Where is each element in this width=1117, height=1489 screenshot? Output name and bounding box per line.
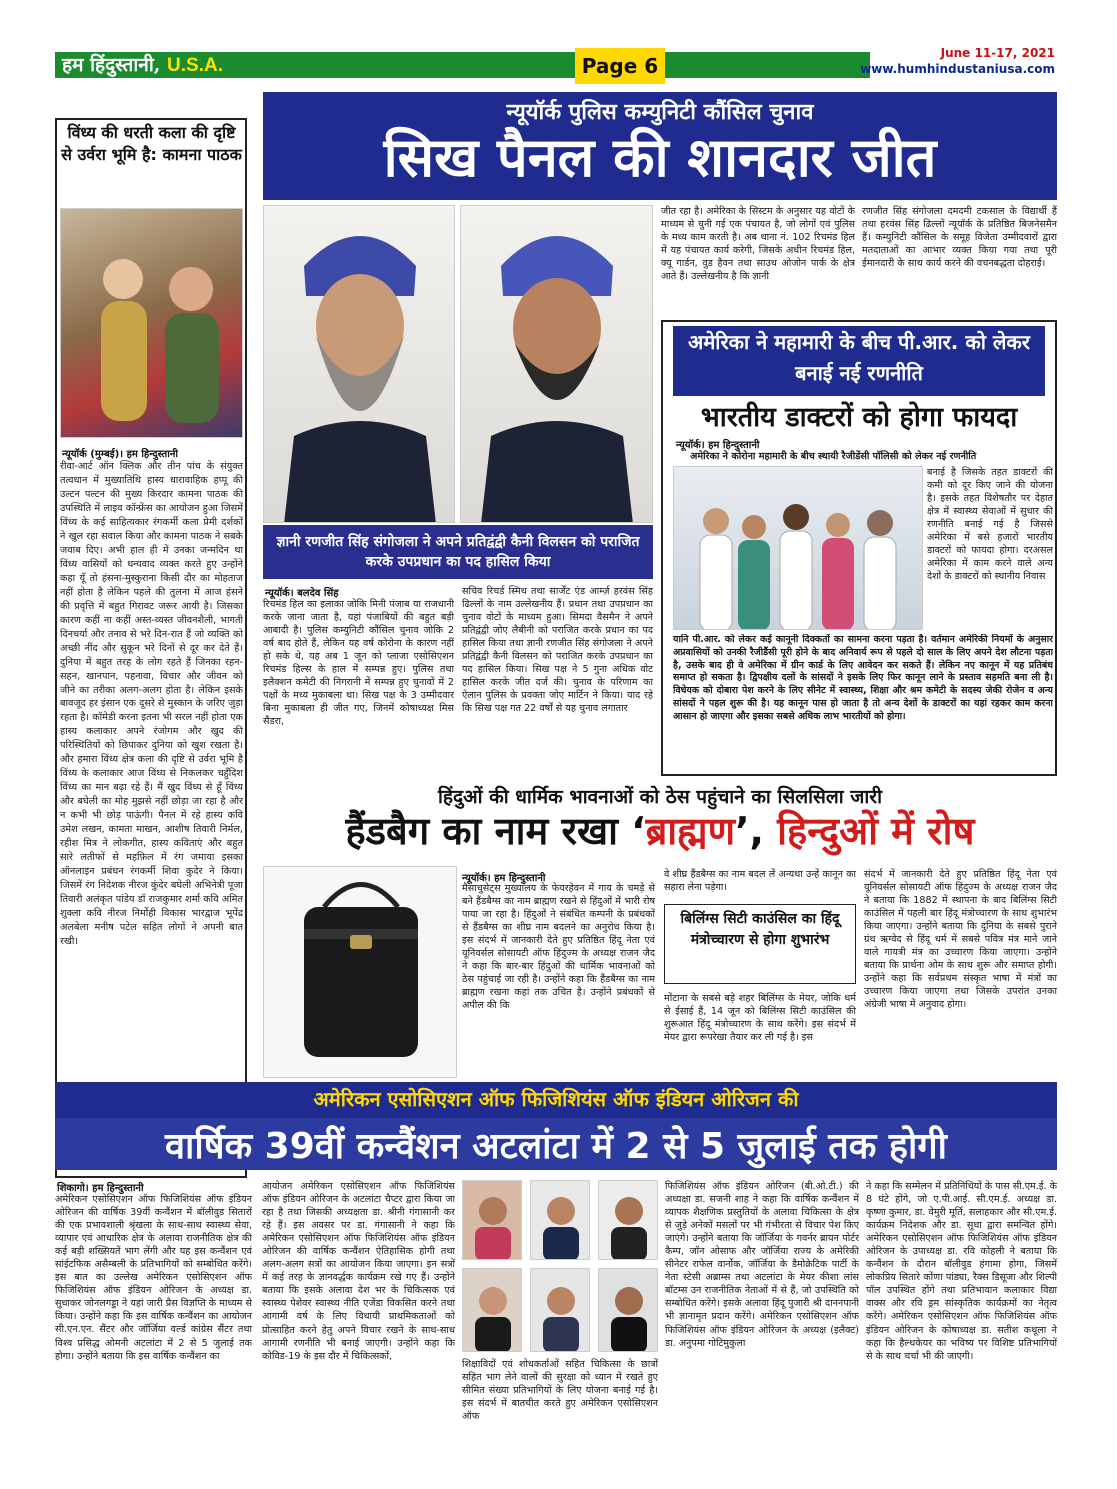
billings-box-head: बिलिंग्स सिटी काउंसिल का हिंदू मंत्रोच्चारण से होगा शुभारंभ <box>664 904 856 984</box>
aapi-photo-1 <box>462 1180 522 1260</box>
bag-col-1: मैसाचुसेट्स मुख्यालय के फेयरहेवन में गाय के चमड़े से बने हैंडबैग्स का नाम ब्राह्मण रखने से हिंदुओं में भारी रोष पाया जा रहा है। हिंदुओं ने संबंधित कम्पनी के प्रबंधकों से हैंडबैग्स का शीघ्र नाम बदलने का अनुरोध किया है। इस संदर्भ में जानकारी देते हुए प्रतिष्ठित हिंदू नेता एवं यूनिवर्सल सोसायटी ऑफ हिंदुज्म के अध्यक्ष राजन जैद ने कहा कि बार-बार हिंदुओं की धार्मिक भावनाओं को ठेस पहुंचाई जा रही है। उन्होंने कहा कि हैंडबैग्स का नाम ब्राह्मण रखना कहां तक उचित है। उन्होंने प्रबंधकों से अपील की कि <box>462 883 655 1012</box>
issue-date: June 11-17, 2021 <box>940 46 1055 60</box>
bag-headline: हैंडबैग का नाम रखा ‘ब्राह्मण’, हिन्दुओं में रोष <box>345 809 975 853</box>
aapi-photo-4 <box>462 1268 522 1352</box>
pr-body: यानि पी.आर. को लेकर कई कानूनी दिक्कतों का सामना करना पड़ता है। वर्तमान अमेरिकी नियमों के अनुसार अप्रवासियों को उनकी रैजीडैंसी पूरी होने के बाद अनिवार्य रूप से पहले दो साल के लिए अपने देश लौटना पड़ता है, उसके बाद ही वे अमेरिका में ग्रीन कार्ड के लिए आवेदन कर सकते हैं। लेकिन नए कानून में यह प्रतिबंध समाप्त हो सकता है। द्विपक्षीय दलों के सांसदों ने इसके लिए फिर कानून लाने के प्रस्ताव सहमति बना ली है। विधेयक को दोबारा पेश करने के लिए सीनेट में स्वास्थ्य, शिक्षा और श्रम कमेटी के सदस्य जेकी रोजेन व अन्य सांसदों ने पहल शुरू की है। यह कानून पास हो जाता है तो अन्य देशों के डाक्टरों का यहां रहकर काम करना आसान हो जाएगा और इसका सबसे अधिक लाभ भारतीयों को होगा। <box>673 634 1053 722</box>
masthead-title: हम हिंदुस्तानी, U.S.A. <box>62 54 223 76</box>
bag-col-2-top: वे शीघ्र हैंडबैग्स का नाम बदल लें अन्यथा उन्हें कानून का सहारा लेना पड़ेगा। <box>664 869 856 894</box>
side-photo <box>60 208 243 438</box>
bag-col-3: संदर्भ में जानकारी देते हुए प्रतिष्ठित हिंदू नेता एवं यूनिवर्सल सोसायटी ऑफ हिंदुज्म के अध्यक्ष राजन जैद ने बताया कि 1882 में स्थापना के बाद बिलिंग्स सिटी काउंसिल में पहली बार हिंदू मंत्रोच्चारण के साथ शुभारंभ किया जाएगा। उन्होंने बताया कि दुनिया के सबसे पुराने ग्रंथ ऋग्वेद से हिंदू धर्म में सबसे पवित्र मंत्र माने जाने वाले गायत्री मंत्र का उच्चारण किया जाएगा। उन्होंने बताया कि प्रार्थना ओम के साथ शुरू और समाप्त होगी। उन्होंने कहा कि सर्वप्रथम संस्कृत भाषा में मंत्रों का उच्चारण किया जाएगा तथा जिसके उपरांत उनका अंग्रेजी भाषा में अनुवाद होगा। <box>864 869 1057 1011</box>
aapi-kicker: अमेरिकन एसोसिएशन ऑफ फिजिशियंस ऑफ इंडियन ओरिजन की <box>313 1087 799 1111</box>
aapi-col-5: ने कहा कि सम्मेलन में प्रतिनिधियों के पास सी.एम.ई. के 8 घंटे होंगे, जो ए.पी.आई. सी.एम.ई. अध्यक्ष डा. कृष्णा कुमार, डा. वेमुरी मूर्ति, सलाहकार और सी.एम.ई. कार्यक्रम निदेशक और डा. सुधा द्वारा समन्वित होंगे। अमेरिकन एसोसिएशन ऑफ फिजिशियंस ऑफ इंडियन ओरिजन के उपाध्यक्ष डा. रवि कोहली ने बताया कि कन्वैंशन के दौरान बॉलीवुड हंगामा होगा, जिसमें लोकप्रिय सितारे कोंणा पांड्या, रैक्स डिसूजा और शिल्पी पॉल उपस्थित होंगे तथा प्रतिभावान कलाकार विद्या वाक्स और रवि ड्रम सांस्कृतिक कार्यक्रमों का नेतृत्व करेंगे। अमेरिकन एसोसिएशन ऑफ फिजिशियंस ऑफ इंडियन ओरिजन के कोषाध्यक्ष डा. सतीश कथूला ने कहा कि हैल्थकेयर का भविष्य पर विशिष्ट प्रतिभागियों से के साथ चर्चा भी की जाएगी। <box>866 1181 1057 1362</box>
aapi-photo-2 <box>530 1180 590 1260</box>
side-headline: विंध्य की धरती कला की दृष्टि से उर्वरा भूमि है: कामना पाठक <box>61 123 242 164</box>
sikh-photo-2 <box>460 205 653 523</box>
handbag-photo <box>263 866 457 1078</box>
sikh-headline: सिख पैनल की शानदार जीत <box>383 126 937 189</box>
aapi-byline: शिकागो। हम हिन्दुस्तानी <box>57 1183 144 1194</box>
aapi-col-3: शिक्षाविदों एवं शोधकर्ताओं सहित चिकित्सा के छात्रों सहित भाग लेने वालों की सुरक्षा को ध्यान में रखते हुए सीमित संख्या प्रतिभागियों के लिए योजना बनाई गई है। इस संदर्भ में बातचीत करते हुए अमेरिकन एसोसिएशन ऑफ <box>462 1359 658 1423</box>
pr-lead: अमेरिका ने कोरोना महामारी के बीच स्थायी रैजीडेंसी पॉलिसी को लेकर नई रणनीति <box>690 451 977 462</box>
pr-doctors-photo <box>673 466 923 630</box>
sikh-col-2: सचिव रिचर्ड स्मिथ तथा सार्जेंट एंड आर्म्ज़ हरवंस सिंह ढिल्लों के नाम उल्लेखनीय हैं। प्रधान तथा उपप्रधान का चुनाव वोटों के माध्यम हुआ। सिमदा वैसमैन ने अपने प्रतिद्वंद्वी जोए लैबीनी को पराजित करके प्रधान का पद हासिल किया तथा ज्ञानी रणजीत सिंह संगोजला ने अपने प्रतिद्वंद्वी कैनी विलसन को पराजित करके उपप्रधान का पद हासिल किया। सिख पक्ष ने 5 गुना अधिक वोट हासिल करके जीत दर्ज की। चुनाव के परिणाम का ऐलान पुलिस के प्रवक्ता जोए मार्टिन ने किया। याद रहे कि सिख पक्ष गत 22 वर्षों से यह चुनाव लगातार <box>462 586 653 715</box>
pr-side-text: बनाई है जिसके तहत डाक्टरों की कमी को दूर किए जाने की योजना है। इसके तहत विशेषतौर पर देहात क्षेत्र में स्वास्थ्य सेवाओं में सुधार की रणनीति बनाई गई है जिससे अमेरिका में बसे हजारों भारतीय डाक्टरों को फायदा होगा। दरअसल अमेरिका में काम करने वाले अन्य देशों के डाक्टरों को स्थानीय निवास <box>927 467 1053 583</box>
sikh-kicker: न्यूयॉर्क पुलिस कम्युनिटी कौंसिल चुनाव <box>506 100 814 125</box>
sikh-caption: ज्ञानी रणजीत सिंह संगोजला ने अपने प्रतिद्वंद्वी कैनी विलसन को पराजित करके उपप्रधान का पद हासिल किया <box>263 525 653 579</box>
bag-col-2-bottom: मोंटाना के सबसे बड़े शहर बिलिंग्स के मेयर, जोकि धर्म से ईसाई हैं, 14 जून को बिलिंग्स सिटी काउंसिल की शुरूआत हिंदू मंत्रोच्चारण के साथ करेंगे। इस संदर्भ में मेयर द्वारा रूपरेखा तैयार कर ली गई है। इस <box>664 993 856 1044</box>
sikh-col-1: रिचमंड हिल का इलाका जोकि मिनी पंजाब या राजधानी करके जाना जाता है, यहां पंजाबियों की बहुत बड़ी आबादी है। पुलिस कम्युनिटी कौंसिल चुनाव जोकि 2 वर्ष बाद होते हैं, लेकिन यह वर्ष कोरोना के कारण नहीं हो सके थे, यह अब 1 जून को प्लाजा एसोसिएशन रिचमंड हिल्स के हाल में सम्पन्न हुए। पुलिस तथा इलैक्शन कमेटी की निगरानी में सम्पन्न हुए चुनावों में 2 पक्षों के मध्य मुकाबला था। सिख पक्ष के 3 उम्मीदवार बिना मुकाबला ही जीत गए, जिनमें कोषाध्यक्ष मिस सैंडरा, <box>263 599 454 728</box>
side-body: रीवा-आर्ट ऑन क्लिक और तीन पांच के संयुक्त तत्वधान में मुख्यातिथि हास्य धारावाहिक हप्पू की उल्टन पल्टन की मुख्य किरदार कामना पाठक की उपस्थिति में लाइव कॉन्फ्रेंस का आयोजन हुआ जिसमें विंध्य के कई साहित्यकार रंगकर्मी कला प्रेमी दर्शकों ने खुल रहा सवाल किया और कामना पाठक ने सबके जवाब दिए। अभी हाल ही में उनका जन्मदिन था विंध्य वासियों को धन्यवाद व्यक्त करते हुए उन्होंने कहा यूँ तो हंसना-मुस्कुराना किसी दौर का मोहताज नहीं होता है लेकिन पहले की तुलना में आज हंसने की प्रवृत्ति में बहुत गिरावट जरूर आयी है। जिसका कारण कहीं ना कहीं अस्त-व्यस्त जीवनशैली, भागती दिनचर्या और तनाव से भरे दिन-रात हैं जो व्यक्ति को अच्छी नींद और सुकून भरे दिनों से दूर कर देते हैं। दुनिया में बहुत तरह के लोग रहते हैं जिनका रहन-सहन, खानपान, पहनावा, विचार और जीवन को जीने का तरीका अलग-अलग होता है। लेकिन इसके बावजूद हर इंसान एक दूसरे से मुस्कान के जरिए जुड़ा रहता है। कॉमेडी करना इतना भी सरल नहीं होता एक हास्य कलाकार अपने रंजोगम और खुद की परिस्थितियों को छिपाकर दुनिया को खुश रखता है। और हमारा विंध्य क्षेत्र कला की दृष्टि से उर्वरा भूमि है विंध्य के कलाकार आज विंध्य से निकलकर चहुँदिश विंध्य का मान बढ़ा रहे हैं। मैं खुद विंध्य से हूँ विंध्य और बघेली का मोह मुझसे नहीं छोड़ा जा रहा है और न कभी भी छोड़ पाऊंगी। पैनल में रहे हास्य कवि उमेश लखन, कामता माखन, आशीष तिवारी निर्मल, रहीश मित्र ने लोकगीत, हास्य कविताएं और बहुत सारे लतीफों से महफ़िल में रंग जमाया इसका ऑनलाइन प्रबंधन रंगकर्मी शिवा कुदेर ने किया। जिसमें रंग निदेशक नीरज कुंदेर बघेली अभिनेत्री पूजा तिवारी अलंकृत पांडेय डॉ राजकुमार शर्मा कवि अमित शुक्ला कवि नीरज निर्मोही विकास भारद्वाज भूपेंद्र अलबेला मनीष पटेल सहित लोगों ने अपनी बात रखी। <box>60 461 243 947</box>
page-number: Page 6 <box>575 48 665 84</box>
sikh-photo-1 <box>263 205 455 523</box>
aapi-col-4: फिजिशियंस ऑफ इंडियन ओरिजन (बी.ओ.टी.) की अध्यक्षा डा. सजनी शाह ने कहा कि वार्षिक कन्वैंशन में व्यापक शैक्षणिक प्रस्तुतियों के अलावा चिकित्सा के क्षेत्र से जुड़े अनेकों मसलों पर भी गंभीरता से विचार पेश किए जाएंगे। उन्होंने बताया कि जॉर्जिया के गवर्नर ब्रायन पोर्टर कैम्प, जॉन ओसाफ और जॉर्जिया राज्य के अमेरिकी सीनेटर राफेल वार्नोक, जॉर्जिया के डैमोक्रेटिक पार्टी के नेता स्टेसी अब्राम्स तथा अटलांटा के मेयर कीशा लांस बॉटम्स उन राजनीतिक नेताओं में से हैं, जो उपस्थिति को सम्बोधित करेंगे। इसके अलावा हिंदू पुजारी श्री दाननपानी भी ज्ञानामृत प्रदान करेंगे। अमेरिकन एसोसिएशन ऑफ फिजिशियंस ऑफ इंडियन ओरिजन के अध्यक्ष (इलैक्ट) डा. अनुपमा गोटिमुकुला <box>665 1181 859 1349</box>
aapi-col-1: अमेरिकन एसोसिएशन ऑफ फिजिशियंस ऑफ इंडियन ओरिजन की वार्षिक 39वीं कन्वैंशन में बॉलीवुड सितारों की एक प्रभावशाली श्रृंखला के साथ-साथ स्वास्थ्य सेवा, व्यापार एवं आधारिक क्षेत्र के अलावा राजनीतिक क्षेत्र की कई बड़ी शख्सियतें भाग लेंगी और यह इस कन्वैंशन एवं सांईटफिक असैम्बली के प्रतिभागियों को सम्बोधित करेंगे। इस बात का उल्लेख अमेरिकन एसोसिएशन ऑफ फिजिशियंस ऑफ इंडियन ओरिजन के अध्यक्ष डा. सुधाकर जोनलगड्डा ने यहां जारी प्रैस विज्ञप्ति के माध्यम से किया। उन्होंने कहा कि इस वार्षिक कन्वैंशन का आयोजन सी.एन.एन. सैंटर और जॉर्जिया वर्ल्ड कांग्रेस सैंटर तथा विश्व प्रसिद्ध ओमनी अटलांटा में 2 से 5 जुलाई तक होगा। उन्होंने बताया कि इस वार्षिक कन्वैंशन का <box>55 1194 252 1362</box>
aapi-photo-3 <box>598 1180 658 1260</box>
sikh-byline: न्यूयॉर्क। बलदेव सिंह <box>265 588 339 599</box>
side-byline: न्यूयॉर्क (मुम्बई)। हम हिन्दुस्तानी <box>62 449 178 460</box>
sikh-col-4: रणजीत सिंह संगोजला दमदमी टकसाल के विद्यार्थी हैं तथा हरवंस सिंह ढिल्लों न्यूयॉर्क के प्रतिष्ठित बिजनेसमैन हैं। कम्युनिटी कौंसिल के समूह विजेता उम्मीदवारों द्वारा मतदाताओं का आभार व्यक्त किया गया तथा पूरी ईमानदारी के साथ कार्य करने की वचनबद्धता दोहराई। <box>862 206 1057 270</box>
pr-byline: न्यूयॉर्क। हम हिन्दुस्तानी <box>676 440 760 451</box>
pr-headline-1: अमेरिका ने महामारी के बीच पी.आर. को लेकर बनाई नई रणनीति <box>673 326 1045 396</box>
aapi-col-2: आयोजन अमेरिकन एसोसिएशन ऑफ फिजिशियंस ऑफ इंडियन ओरिजन के अटलांटा चैप्टर द्वारा किया जा रहा है तथा जिसकी अध्यक्षता डा. श्रीनी गंगासानी कर रहे हैं। इस अवसर पर डा. गंगासानी ने कहा कि अमेरिकन एसोसिएशन ऑफ फिजिशियंस ऑफ इंडियन ओरिजन की वार्षिक कन्वैंशन ऐतिहासिक होगी तथा अलग-अलग सत्रों का आयोजन किया जाएगा। इन सत्रों में कई तरह के ज्ञानवर्द्धक कार्यक्रम रखे गए हैं। उन्होंने बताया कि इसके अलावा देश भर के चिकित्सक एवं स्वास्थ्य पेशेवर स्वास्थ्य नीति एजेंडा विकसित करने तथा आगामी वर्ष के लिए विधायी प्राथमिकताओं को प्रोत्साहित करने हेतु अपने विचार रखने के साथ-साथ आगामी रणनीति भी बनाई जाएगी। उन्होंने कहा कि कोविड-19 के इस दौर में चिकित्सकों, <box>262 1181 455 1362</box>
aapi-photo-6 <box>598 1268 658 1352</box>
sikh-col-3: जीत रहा है। अमेरिका के सिस्टम के अनुसार यह वोटों के माध्यम से चुनी गई एक पंचायत है, जो लोगों एवं पुलिस के मध्य काम करती है। अब थाना नं. 102 रिचमंड हिल में यह पंचायत कार्य करेगी, जिसके अधीन रिचमंड हिल, क्यू गार्डन, वुड हैवन तथा साउथ ओजोन पार्क के क्षेत्र आते हैं। उल्लेखनीय है कि ज्ञानी <box>661 206 855 283</box>
pr-headline-2: भारतीय डाक्टरों को होगा फायदा <box>700 402 1018 433</box>
aapi-photo-5 <box>530 1268 590 1352</box>
aapi-headline: वार्षिक 39वीं कन्वैंशन अटलांटा में 2 से 5 जुलाई तक होगी <box>165 1126 947 1167</box>
bag-byline: न्यूयॉर्क। हम हिन्दुस्तानी <box>462 873 546 884</box>
bag-kicker: हिंदुओं की धार्मिक भावनाओं को ठेस पहुंचाने का सिलसिला जारी <box>437 786 883 808</box>
website-link[interactable]: www.humhindustaniusa.com <box>860 62 1055 76</box>
